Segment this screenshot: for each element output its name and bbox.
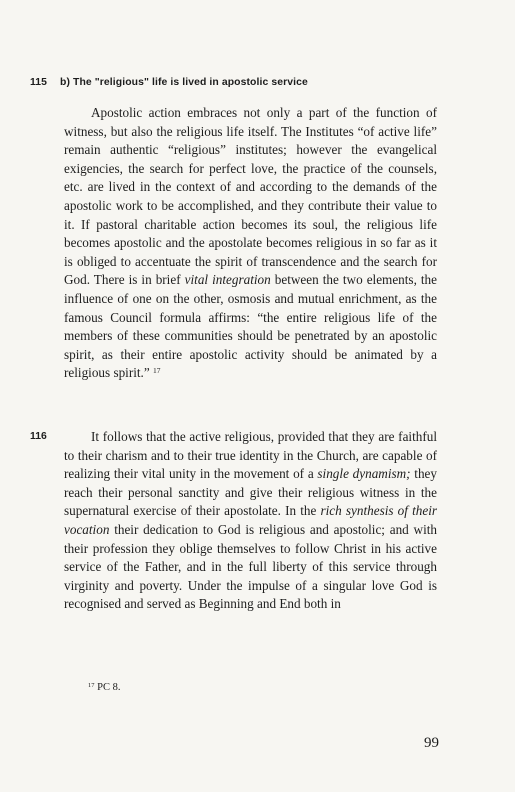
- footnote-text: PC 8.: [97, 682, 121, 693]
- footnote-mark: 17: [88, 682, 95, 689]
- paragraph-115: [64, 104, 437, 383]
- paragraph-116: [64, 428, 437, 614]
- paragraph-number-116: 116: [30, 431, 47, 442]
- paragraph-116-emphasis-2: rich synthesis of their vocation: [64, 503, 437, 537]
- paragraph-number-115: 115: [30, 77, 48, 88]
- paragraph-116-text-2: they reach their personal sanctity and give their religious witness in the supernatural exercise of their apostolate. In the: [64, 466, 437, 519]
- footnote: [88, 682, 120, 693]
- paragraph-116-text-1: It follows that the active religious, provided that they are faithful to their charism and to their true identity in the Church, are capable of realizing their vital unity in the movement of a: [64, 429, 437, 482]
- section-heading-text: b) The "religious" life is lived in apostolic service: [60, 77, 308, 88]
- paragraph-115-text-2: between the two elements, the influence of one on the other, osmosis and mutual enrichment, as the famous Council formula affirms: “the entire religious life of the members of these communities should be penetrated by an apostolic spirit, as their entire apostolic activity should be animated by a religious spirit.”: [64, 272, 438, 381]
- page-number: 99: [424, 735, 439, 751]
- paragraph-115-emphasis: vital integration: [184, 272, 271, 288]
- paragraph-116-emphasis-1: single dynamism;: [317, 466, 411, 482]
- footnote-reference: 17: [153, 366, 161, 376]
- section-heading: [30, 77, 308, 88]
- paragraph-116-text-3: their dedication to God is religious and apostolic; and with their profession they oblige themselves to follow Christ in his active service of the Father, and in the full liberty of this service through virginity and poverty. Under the impulse of a singular love God is recognised and served as Beginning and End both in: [64, 521, 437, 612]
- paragraph-115-text-1: Apostolic action embraces not only a part of the function of witness, but also the religious life itself. The Institutes “of active life” remain authentic “religious” institutes; however the evangelical exigencies, the search for perfect love, the practice of the counsels, etc. are lived in the context of and according to the demands of the apostolic work to be accomplished, and they contribute their value to it. If pastoral charitable action becomes its soul, the religious life becomes apostolic and the apostolate becomes religious in so far as it is obliged to accentuate the spirit of transcendence and the search for God. There is in brief: [64, 105, 437, 288]
